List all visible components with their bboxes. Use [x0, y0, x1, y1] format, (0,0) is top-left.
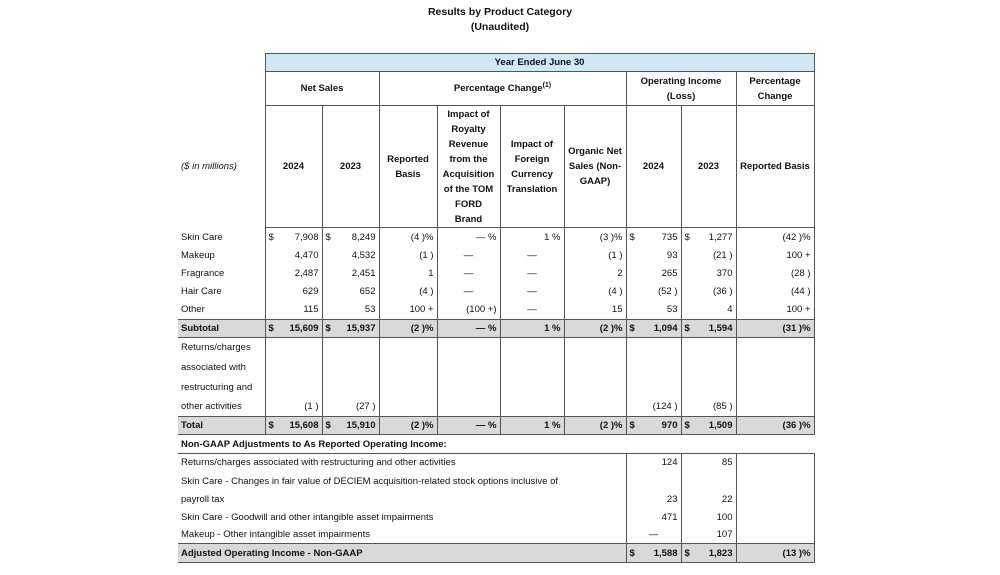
adjusted-row: Adjusted Operating Income - Non-GAAP $ 1,588 $ 1,823 (13 )%: [178, 544, 814, 563]
col-reported: Reported Basis: [379, 106, 437, 228]
col-ns-2023: 2023: [322, 106, 379, 228]
adjustment-row: payroll tax 23 22: [178, 491, 814, 509]
col-oi-2023: 2023: [681, 106, 736, 228]
table-row: Hair Care 629 652 (4 ) — — (4 ) (52 ) (36 ) (44 ): [178, 283, 814, 301]
row-label-header: ($ in millions): [181, 161, 237, 172]
period-header: Year Ended June 30: [265, 54, 814, 72]
table-row: Makeup 4,470 4,532 (1 ) — — (1 ) 93 (21 ) 100 +: [178, 247, 814, 265]
results-table: Year Ended June 30 Net Sales Percentage Change$^{(1)}$ Operating Income (Loss) Percentage Change ($ in millions) 2024 2023 Reported Basis Impact of Royalty Revenue from the Acquisition of the TOM FORD Brand Impact of Foreign Currency Translation Organic Net Sales (Non-GAAP) 2024 2023 Reported Basis Skin Care $ 7,908 $ 8,249 (4 )% — % 1 % (3 )% $ 735 $ 1,277 (42 )% Makeup 4,470 4,532 (1 ) — — (1 ) 93 (21 ) 100 + Fragrance 2,487 2,451 1 — — 2 265 370 (28 ) Hair Care 629 652 (4 ) — — (4 ) (52 ) (36 ) (44 ) Other 115 53 100 + (100 +) — 15 53 4 100 + Subtotal $ 15,609 $ 15,937 (2 )% — % 1 % (2 )% $ 1,094 $ 1,594 (31 )% Returns/charges associated with restructuring and other activities (1 ) (27 ) (124 ) (85 ) Total $ 15,608 $ 15,910 (2 )% — % 1 % (2 )% $ 970 $ 1,509 (36 )% Non-GAAP Adjustments to As Reported Operating Income: Returns/charges associated with restructuring and other activities 124 85 Skin Care - Changes in fair value of DECIEM acquisition-related stock options inclusive of payroll tax 23 22 Skin Care - Goodwill and other intangible asset impairments 471 100 Makeup - Other intangible asset impairments — 107 Adjusted Operating Income - Non-GAAP $ 1,588 $ 1,823 (13 )%: [178, 53, 815, 563]
col-royalty: Impact of Royalty Revenue from the Acquisition of the TOM FORD Brand: [437, 106, 500, 228]
col-fx: Impact of Foreign Currency Translation: [500, 106, 564, 228]
adjustment-row: Returns/charges associated with restructuring and other activities 124 85: [178, 454, 814, 472]
pct-change-header: Percentage Change$^{(1)}$: [379, 72, 626, 106]
col-oi-reported: Reported Basis: [736, 106, 814, 228]
adjustment-row: Skin Care - Goodwill and other intangible asset impairments 471 100: [178, 509, 814, 527]
col-ns-2024: 2024: [265, 106, 322, 228]
op-income-header: Operating Income (Loss): [626, 72, 736, 106]
table-row: Other 115 53 100 + (100 +) — 15 53 4 100 +: [178, 301, 814, 320]
adjustment-row: Makeup - Other intangible asset impairments — 107: [178, 527, 814, 544]
col-organic: Organic Net Sales (Non-GAAP): [564, 106, 626, 228]
table-row: Skin Care $ 7,908 $ 8,249 (4 )% — % 1 % (3 )% $ 735 $ 1,277 (42 )%: [178, 228, 814, 247]
row-label: Other: [181, 304, 205, 316]
total-row: Total $ 15,608 $ 15,910 (2 )% — % 1 % (2 )% $ 970 $ 1,509 (36 )%: [178, 417, 814, 435]
returns-row: Returns/charges: [178, 338, 814, 358]
table-row: Fragrance 2,487 2,451 1 — — 2 265 370 (28 ): [178, 265, 814, 283]
row-label: Makeup: [181, 250, 215, 261]
adjustments-heading-row: Non-GAAP Adjustments to As Reported Operating Income:: [178, 435, 814, 454]
pct-change2-header: Percentage Change: [736, 72, 814, 106]
report-subtitle: (Unaudited): [470, 21, 530, 33]
row-label: Fragrance: [181, 268, 225, 279]
report-title: Results by Product Category: [427, 6, 573, 18]
header-col-row: [178, 106, 814, 228]
subtotal-row: Subtotal $ 15,609 $ 15,937 (2 )% — % 1 % (2 )% $ 1,094 $ 1,594 (31 )%: [178, 320, 814, 338]
header-group-row: [178, 72, 814, 106]
col-oi-2024: 2024: [626, 106, 681, 228]
row-label: Hair Care: [181, 286, 222, 297]
adjustment-row: Skin Care - Changes in fair value of DECIEM acquisition-related stock options inclusive of: [178, 472, 814, 491]
net-sales-header: Net Sales: [265, 72, 379, 106]
row-label: Skin Care: [181, 231, 223, 243]
header-period-row: [178, 54, 814, 72]
